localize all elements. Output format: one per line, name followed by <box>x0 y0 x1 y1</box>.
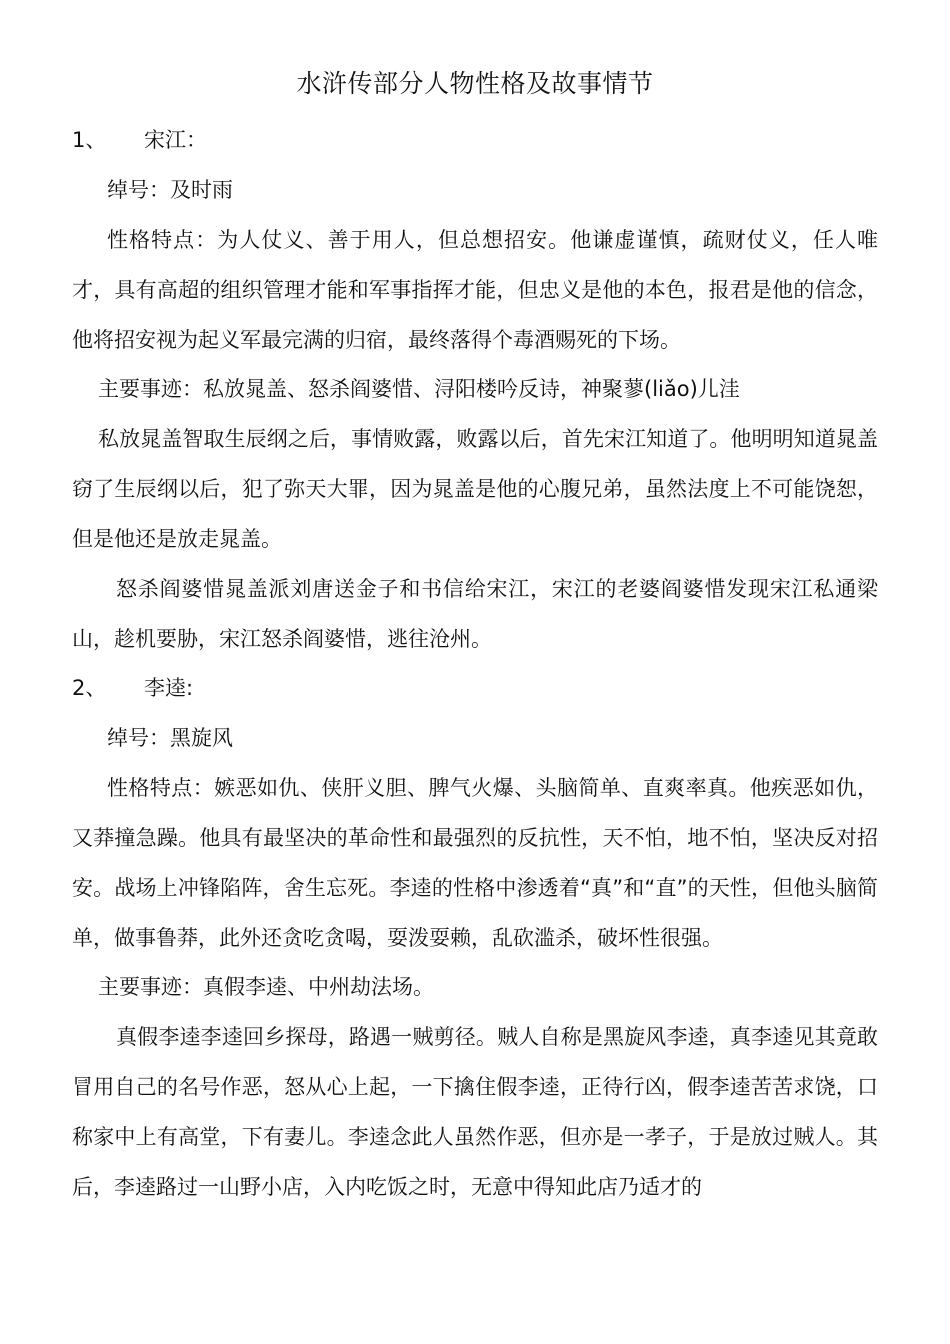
section-number: 1、 <box>72 128 107 152</box>
nickname-line: 绰号：及时雨 <box>107 178 233 202</box>
story-paragraph: 真假李逵李逵回乡探母，路遇一贼剪径。贼人自称是黑旋风李逵，真李逵见其竟敢冒用自己的名号作恶，怒从心上起，一下擒住假李逵，正待行凶，假李逵苦苦求饶，口称家中上有高堂，下有妻儿。李逵念此人虽然作恶，但亦是一孝子，于是放过贼人。其后，李逵路过一山野小店，入内吃饭之时，无意中得知此店乃适才的 <box>72 1025 878 1199</box>
story-paragraph: 私放晁盖智取生辰纲之后，事情败露，败露以后，首先宋江知道了。他明明知道晁盖窃了生辰纲以后，犯了弥天大罪，因为晁盖是他的心腹兄弟，虽然法度上不可能饶恕，但是他还是放走晁盖。 <box>72 427 878 551</box>
story-paragraph: 怒杀阎婆惜晁盖派刘唐送金子和书信给宋江，宋江的老婆阎婆惜发现宋江私通梁山，趁机要胁，宋江怒杀阎婆惜，逃往沧州。 <box>72 577 878 651</box>
traits-paragraph: 性格特点：为人仗义、善于用人，但总想招安。他谦虚谨慎，疏财仗义，任人唯才，具有高超的组织管理才能和军事指挥才能，但忠义是他的本色，报君是他的信念，他将招安视为起义军最完满的归宿，最终落得个毒酒赐死的下场。 <box>72 228 878 352</box>
section-heading-songjiang <box>72 124 207 156</box>
traits-paragraph: 性格特点：嫉恶如仇、侠肝义胆、脾气火爆、头脑简单、直爽率真。他疾恶如仇，又莽撞急躁。他具有最坚决的革命性和最强烈的反抗性，天不怕，地不怕，坚决反对招安。战场上冲锋陷阵，舍生忘死。李逵的性格中渗透着“真”和“直”的天性，但他头脑简单，做事鲁莽，此外还贪吃贪喝，耍泼耍赖，乱砍滥杀，破坏性很强。 <box>72 776 878 950</box>
section-heading-likui <box>72 672 193 704</box>
document-title: 水浒传部分人物性格及故事情节 <box>296 69 654 98</box>
section-number: 2、 <box>72 676 107 700</box>
deeds-line: 主要事迹：真假李逵、中州劫法场。 <box>98 975 434 999</box>
deeds-line: 主要事迹：私放晁盖、怒杀阎婆惜、浔阳楼吟反诗，神聚蓼(liǎo)儿洼 <box>98 377 740 401</box>
nickname-line: 绰号：黑旋风 <box>107 726 233 750</box>
section-name: 宋江： <box>144 128 207 152</box>
section-name: 李逵: <box>144 676 194 700</box>
